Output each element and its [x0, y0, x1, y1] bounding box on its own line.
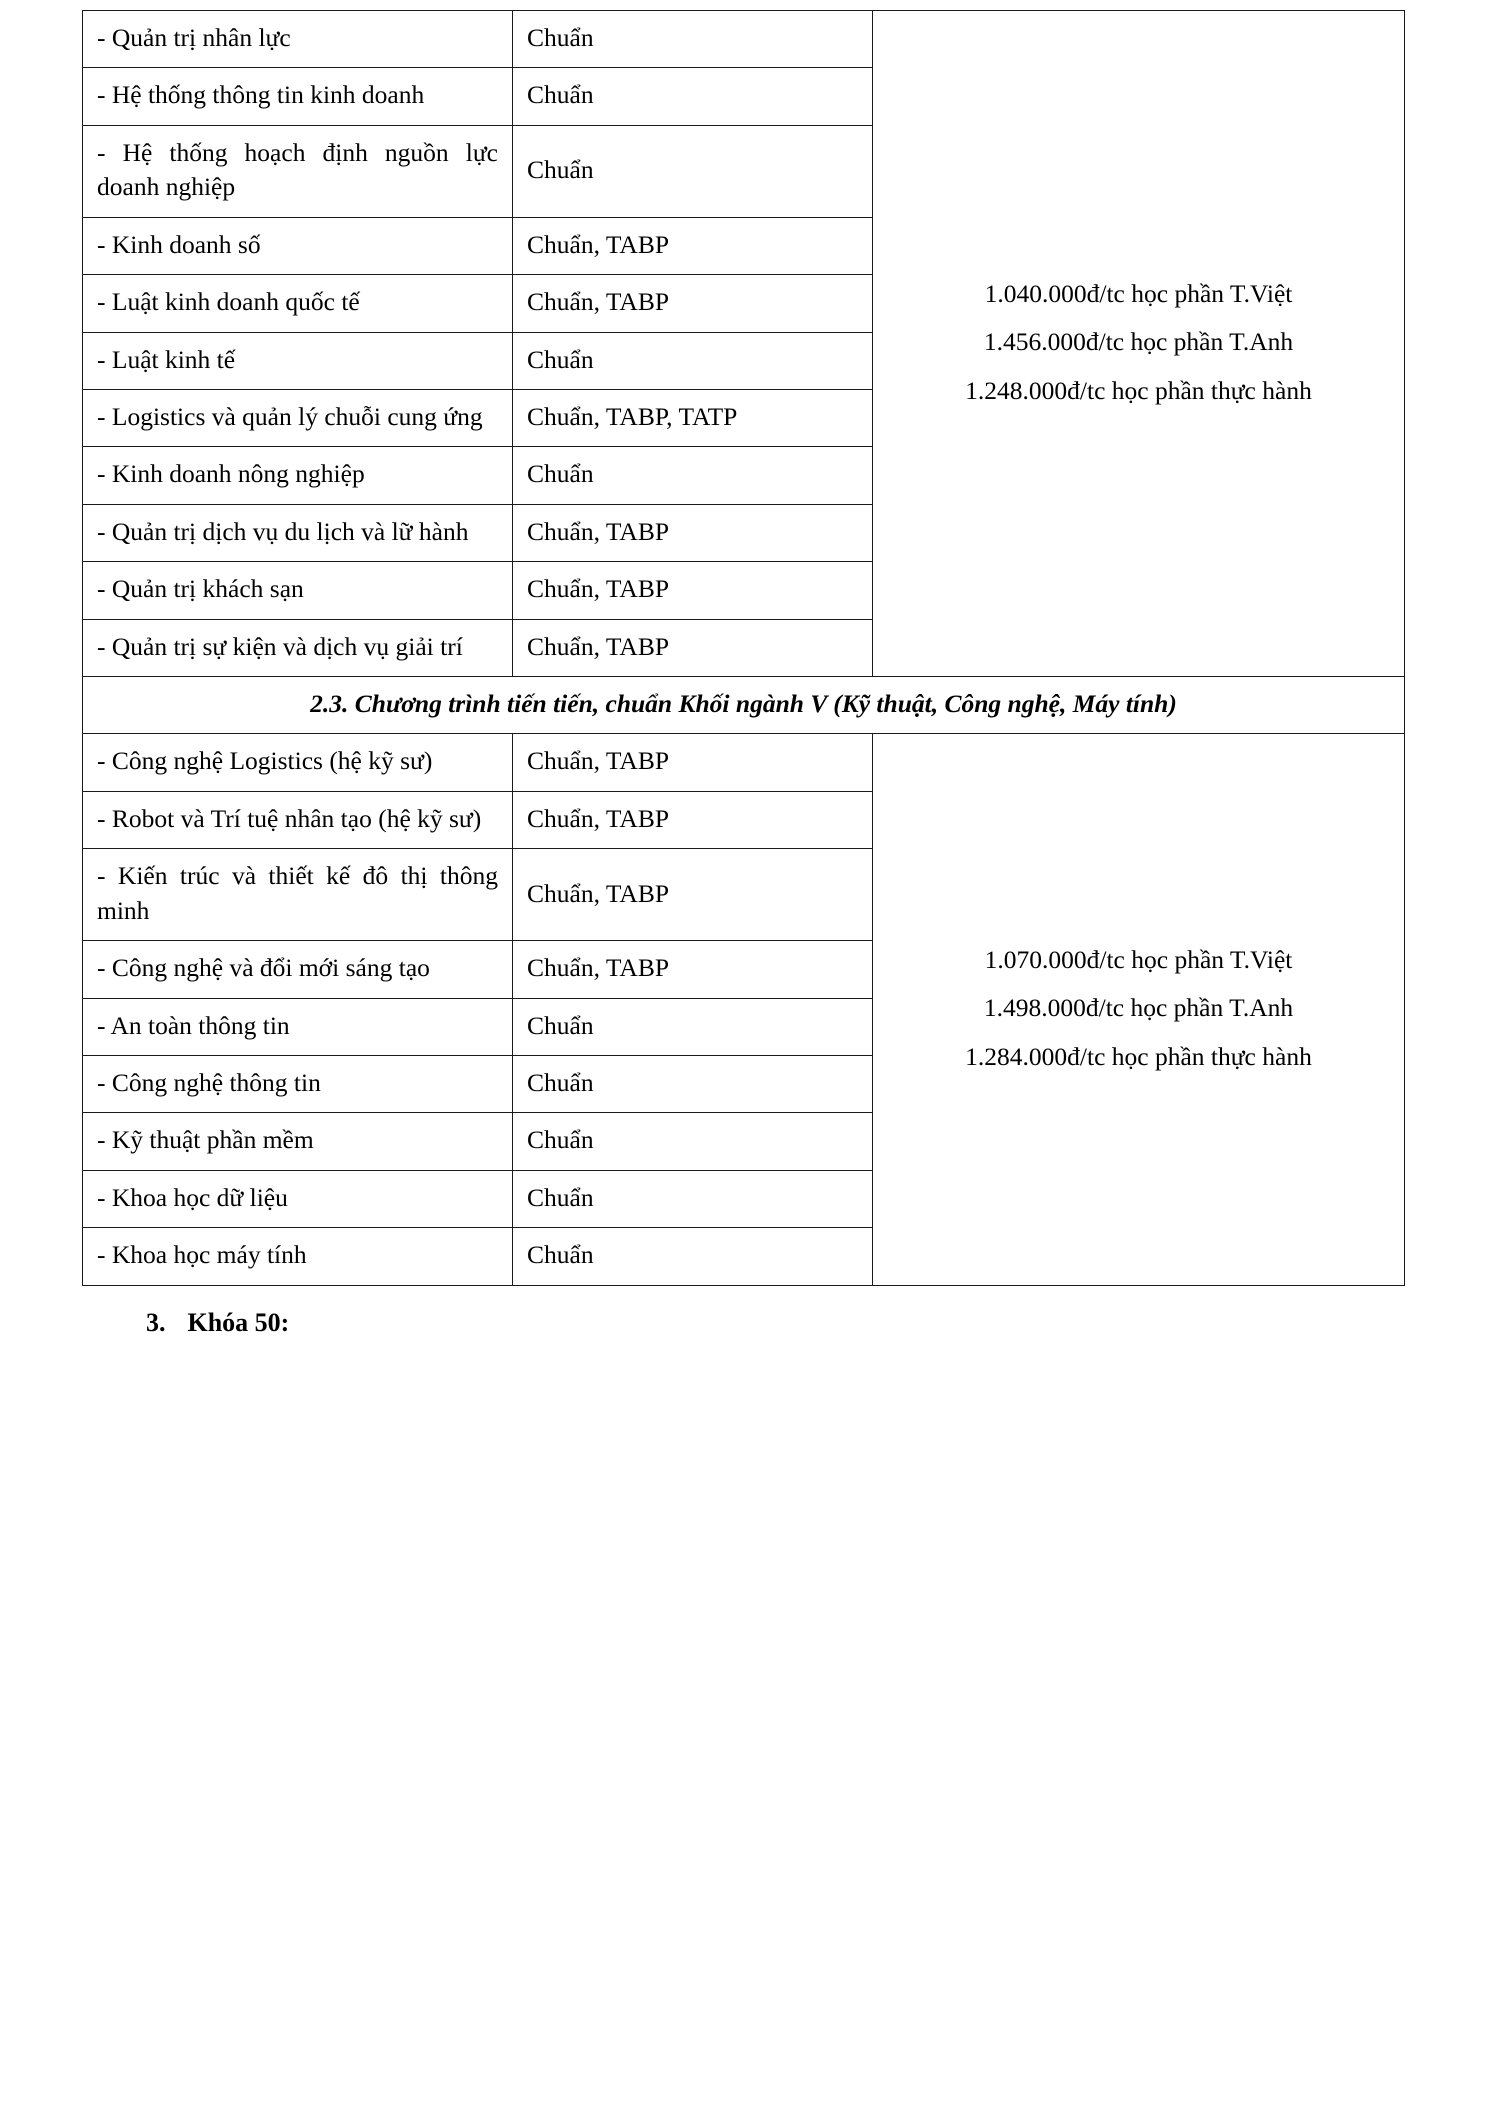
program-name: - Quản trị dịch vụ du lịch và lữ hành — [83, 504, 513, 561]
program-type: Chuẩn — [513, 125, 873, 217]
fee-line-vietnamese: 1.040.000đ/tc học phần T.Việt — [984, 278, 1293, 308]
fee-line-practice: 1.284.000đ/tc học phần thực hành — [965, 1041, 1312, 1071]
program-name: - Khoa học máy tính — [83, 1228, 513, 1285]
program-type: Chuẩn — [513, 1056, 873, 1113]
program-type: Chuẩn, TABP — [513, 217, 873, 274]
program-type: Chuẩn, TABP — [513, 849, 873, 941]
program-type: Chuẩn — [513, 998, 873, 1055]
program-name: - Hệ thống hoạch định nguồn lực doanh nghiệp — [83, 125, 513, 217]
program-type: Chuẩn — [513, 1228, 873, 1285]
program-name: - Công nghệ Logistics (hệ kỹ sư) — [83, 734, 513, 791]
section-heading: 2.3. Chương trình tiến tiến, chuẩn Khối ngành V (Kỹ thuật, Công nghệ, Máy tính) — [83, 677, 1405, 734]
fee-line-practice: 1.248.000đ/tc học phần thực hành — [965, 375, 1312, 405]
program-type: Chuẩn — [513, 1170, 873, 1227]
fee-cell — [873, 11, 1405, 677]
program-name: - An toàn thông tin — [83, 998, 513, 1055]
fee-cell — [873, 734, 1405, 1285]
program-type: Chuẩn, TABP — [513, 941, 873, 998]
section-heading-row — [83, 677, 1405, 734]
program-type: Chuẩn, TABP — [513, 619, 873, 676]
program-name: - Hệ thống thông tin kinh doanh — [83, 68, 513, 125]
footer-label: Khóa 50: — [187, 1307, 290, 1337]
program-name: - Quản trị nhân lực — [83, 11, 513, 68]
table-row — [83, 11, 1405, 68]
program-name: - Luật kinh doanh quốc tế — [83, 275, 513, 332]
program-name: - Quản trị khách sạn — [83, 562, 513, 619]
program-name: - Quản trị sự kiện và dịch vụ giải trí — [83, 619, 513, 676]
program-name: - Khoa học dữ liệu — [83, 1170, 513, 1227]
program-type: Chuẩn, TABP, TATP — [513, 389, 873, 446]
footer-number: 3. — [146, 1307, 166, 1337]
program-name: - Robot và Trí tuệ nhân tạo (hệ kỹ sư) — [83, 791, 513, 848]
footer-section — [146, 1308, 1498, 1338]
program-type: Chuẩn — [513, 1113, 873, 1170]
table-row — [83, 734, 1405, 791]
program-type: Chuẩn, TABP — [513, 275, 873, 332]
program-type: Chuẩn, TABP — [513, 504, 873, 561]
program-name: - Kinh doanh số — [83, 217, 513, 274]
program-type: Chuẩn — [513, 332, 873, 389]
program-type: Chuẩn — [513, 11, 873, 68]
program-name: - Luật kinh tế — [83, 332, 513, 389]
program-name: - Logistics và quản lý chuỗi cung ứng — [83, 389, 513, 446]
program-name: - Kinh doanh nông nghiệp — [83, 447, 513, 504]
program-name: - Kỹ thuật phần mềm — [83, 1113, 513, 1170]
program-type: Chuẩn, TABP — [513, 734, 873, 791]
program-type: Chuẩn, TABP — [513, 791, 873, 848]
program-name: - Công nghệ và đổi mới sáng tạo — [83, 941, 513, 998]
program-type: Chuẩn — [513, 68, 873, 125]
program-type: Chuẩn — [513, 447, 873, 504]
fee-line-english: 1.498.000đ/tc học phần T.Anh — [983, 993, 1294, 1023]
fee-line-vietnamese: 1.070.000đ/tc học phần T.Việt — [984, 944, 1293, 974]
tuition-table-group-1 — [82, 10, 1405, 1286]
program-name: - Kiến trúc và thiết kế đô thị thông minh — [83, 849, 513, 941]
program-name: - Công nghệ thông tin — [83, 1056, 513, 1113]
program-type: Chuẩn, TABP — [513, 562, 873, 619]
fee-line-english: 1.456.000đ/tc học phần T.Anh — [983, 327, 1294, 357]
